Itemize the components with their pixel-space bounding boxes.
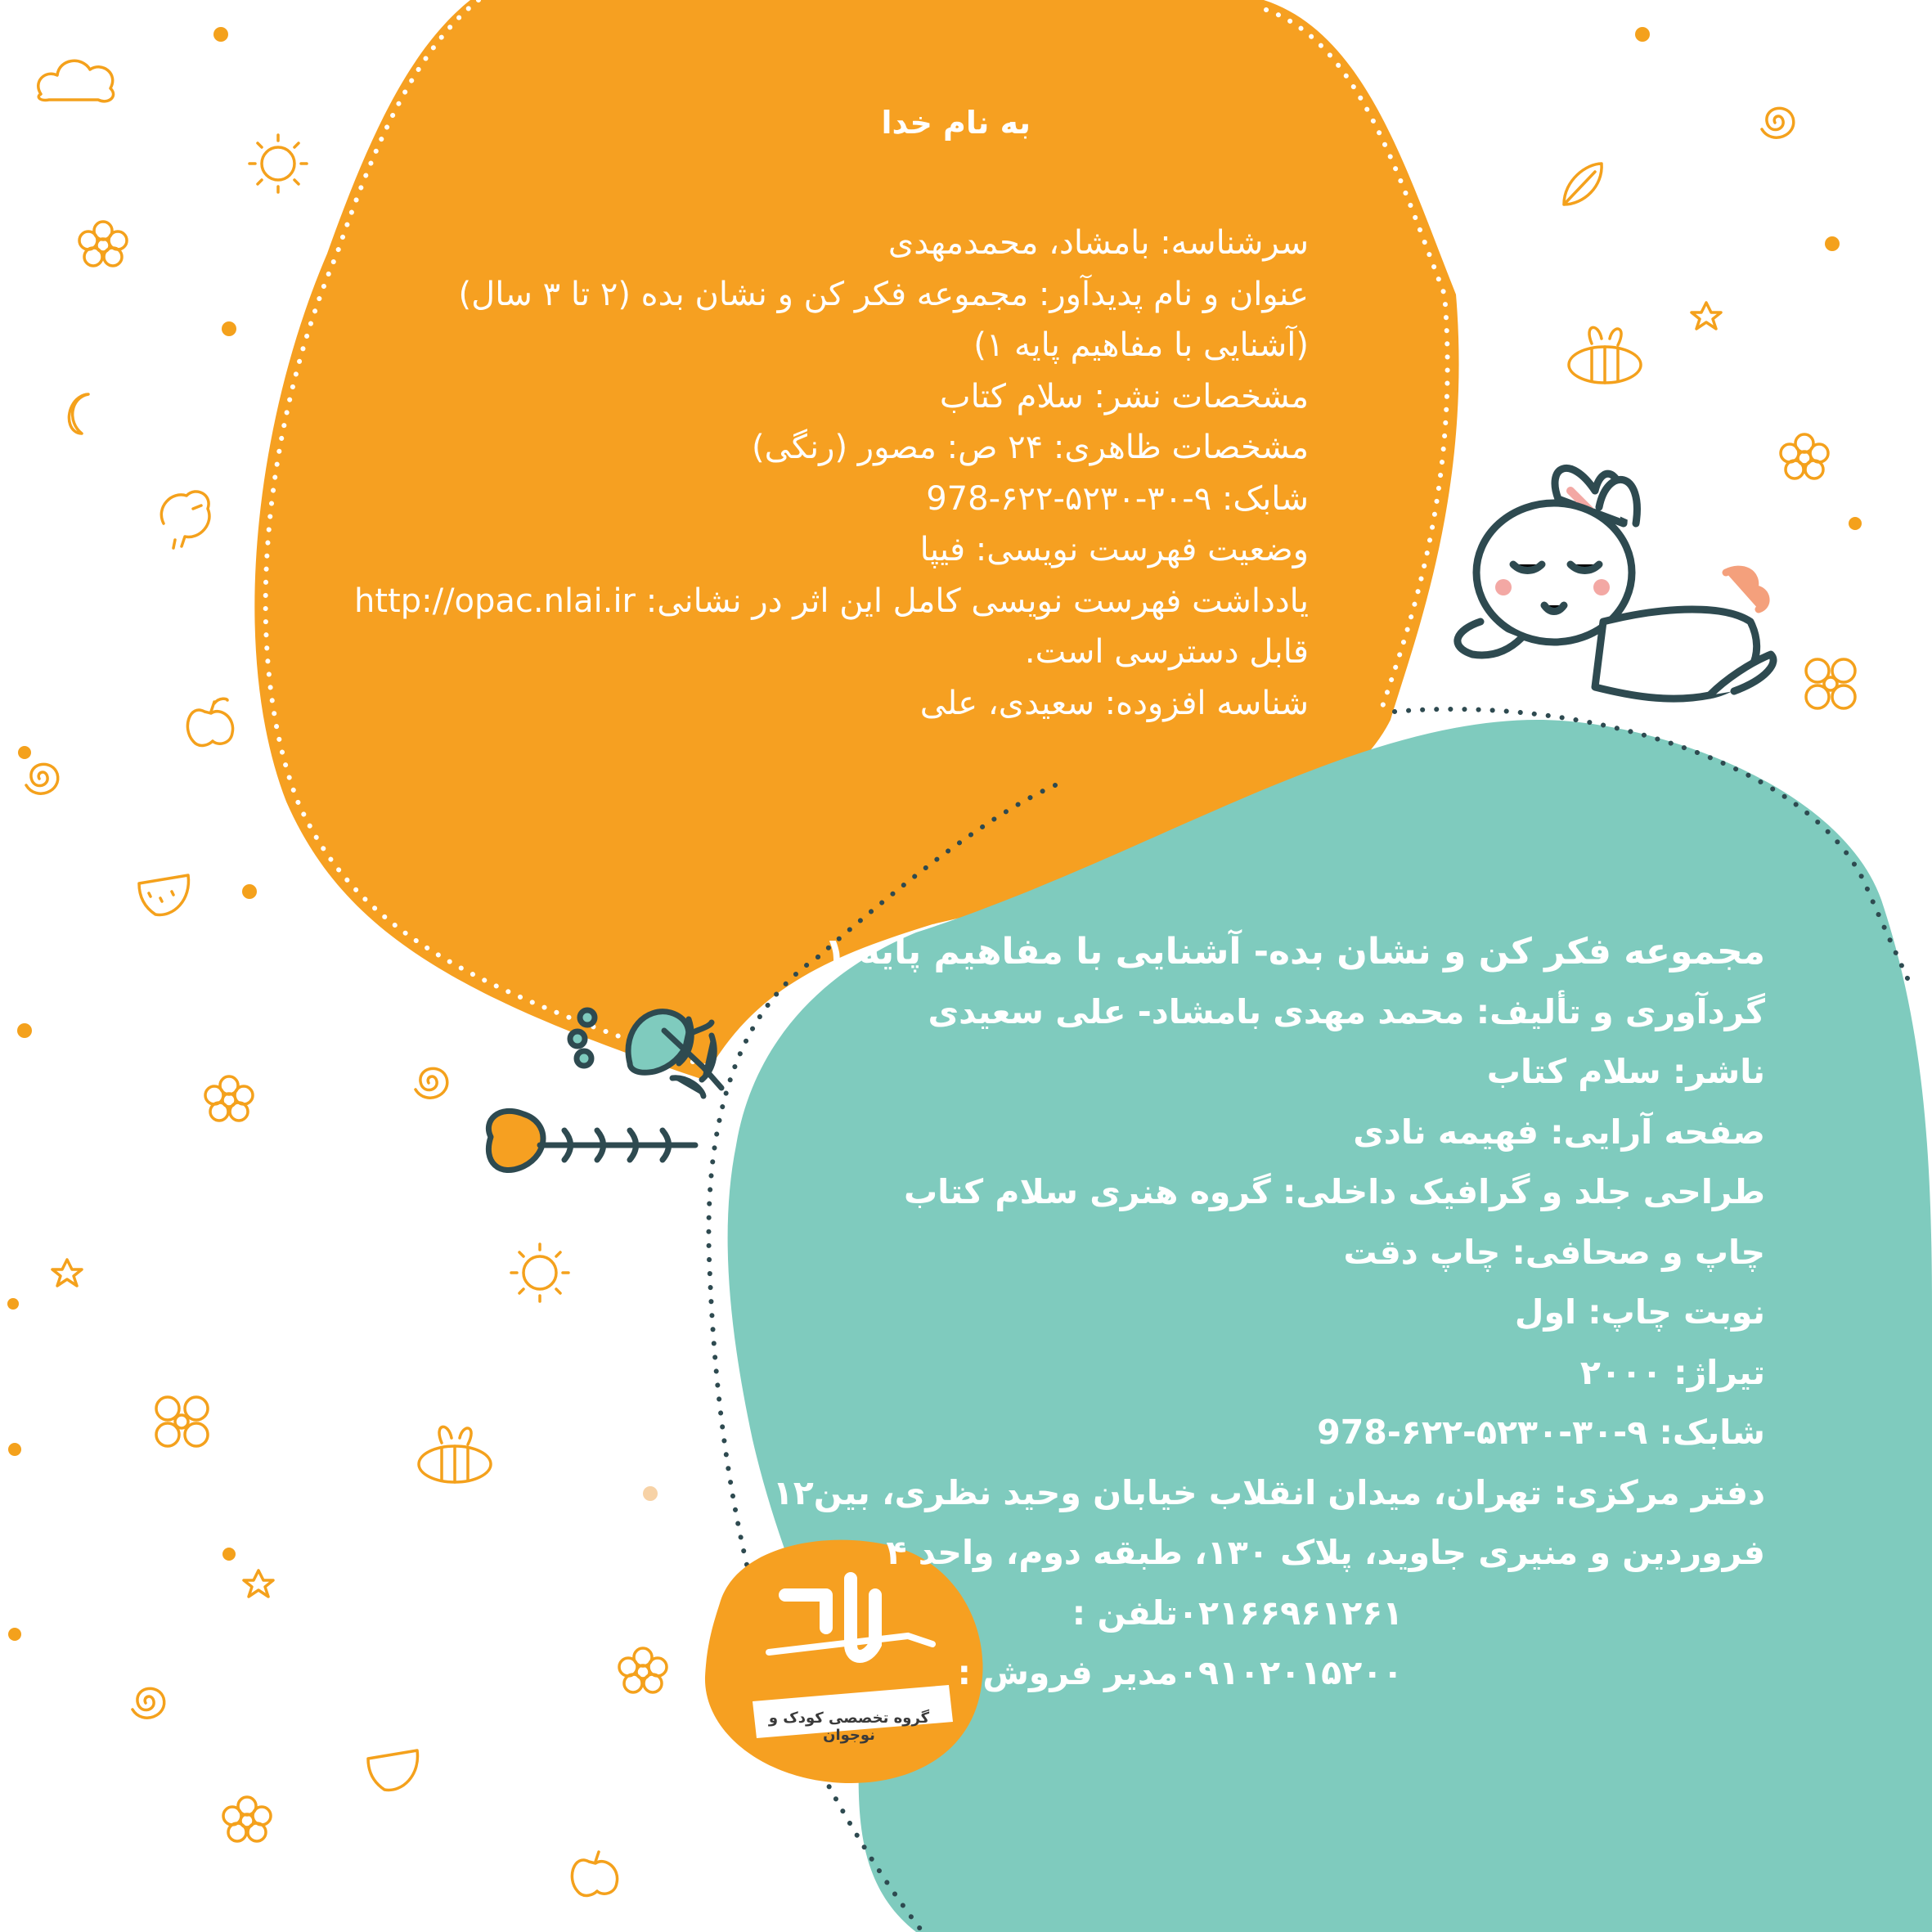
chick-icon: [161, 492, 209, 548]
cip-line-main-entry: سرشناسه: بامشاد، محمدمهدی: [887, 224, 1309, 262]
spiral-icon-4: [1762, 108, 1794, 137]
publication-printing: چاپ و صحافی: چاپ دقت: [1343, 1232, 1765, 1272]
bee-icon: [419, 1427, 491, 1482]
apple-icon-2: [572, 1852, 617, 1895]
publication-address: دفتر مرکزی: تهران، میدان انقلاب خیابان وحید نظری، بین۱۲: [772, 1472, 1765, 1512]
publication-title: مجموعه فکر کن و نشان بده- آشنایی با مفاهیم پایه ۱: [824, 931, 1765, 973]
spiral-icon: [26, 764, 58, 793]
sales-row: [834, 1643, 1765, 1704]
watermelon-icon: [139, 875, 188, 914]
cip-heading: به نام خدا: [881, 105, 1031, 141]
publication-publisher: ناشر: سلام کتاب: [1486, 1052, 1765, 1091]
publication-authors: گردآوری و تألیف: محمد مهدی بامشاد- علی سعیدی: [928, 991, 1765, 1031]
moon-icon: [69, 394, 88, 434]
sun-icon-2: [511, 1244, 568, 1301]
flower-icon: [79, 222, 127, 266]
cip-line-publisher: مشخصات نشر: سلام کتاب: [939, 377, 1309, 416]
cip-line-title: عنوان و نام پدیدآور: مجموعه فکر کن و نشان بده (۲ تا ۳ سال): [458, 275, 1309, 313]
cip-line-physical: مشخصات ظاهری: ۲۴ ص: مصور (رنگی): [751, 429, 1309, 466]
sun-icon: [249, 135, 307, 192]
cip-note-prefix: یادداشت فهرست نویسی کامل این اثر در نشانی:: [645, 582, 1309, 620]
sales-label: مدیر فروش :: [957, 1653, 1178, 1692]
publication-layout: صفحه آرایی: فهیمه نادی: [1353, 1112, 1765, 1152]
watermelon-icon-2: [368, 1750, 417, 1790]
cloud-icon: [38, 61, 114, 101]
cip-line-added-entry: شناسه افزوده: سعیدی، علی: [919, 684, 1309, 722]
phone-value[interactable]: ۰۲۱۶۶۹۶۱۲۶۱: [1178, 1593, 1404, 1633]
publication-design: طراحی جلد و گرافیک داخلی: گروه هنری سلام کتاب: [903, 1172, 1765, 1211]
star-icon-3: [1692, 303, 1721, 329]
apple-icon: [187, 699, 232, 745]
publication-info: [772, 922, 1765, 1704]
cip-note-url[interactable]: http://opac.nlai.ir: [354, 582, 636, 620]
cip-line-note-suffix: قابل دسترسی است.: [1024, 633, 1309, 671]
cip-line-note: [319, 576, 1309, 627]
flower-icon-3: [619, 1648, 667, 1692]
phone-row: [834, 1584, 1765, 1644]
butterfly-flower-icon: [156, 1397, 208, 1446]
bee-icon-2: [1569, 327, 1641, 383]
flower-icon-4: [223, 1797, 271, 1841]
butterfly-flower-icon-2: [1806, 659, 1855, 708]
sales-value[interactable]: ۰۹۱۰۲۰۱۵۲۰۰: [1178, 1653, 1404, 1692]
flower-icon-5: [1781, 434, 1828, 479]
cip-line-isbn: شابک: ۹-۳۰-۵۲۳۰-۶۲۲-978: [926, 479, 1309, 518]
flower-icon-2: [205, 1076, 253, 1121]
spiral-icon-2: [416, 1068, 447, 1098]
publication-print-run: تیراژ: ۲۰۰۰: [1579, 1352, 1765, 1392]
publication-address-cont: فروردین و منیری جاوید، پلاک ۱۳۰، طبقه دوم، واحد ۴: [886, 1533, 1765, 1572]
publication-edition: نوبت چاپ: اول: [1514, 1292, 1765, 1332]
cip-record: [319, 218, 1309, 729]
star-icon: [52, 1260, 82, 1286]
leaf-icon: [1564, 164, 1602, 204]
spiral-icon-3: [133, 1688, 164, 1718]
publication-isbn: شابک: ۹-۳۰-۵۲۳۰-۶۲۲-978: [1317, 1413, 1765, 1452]
cip-line-status: وضعیت فهرست نویسی: فیپا: [919, 531, 1309, 568]
logo-caption: گروه تخصصی کودک و نوجوان: [768, 1710, 930, 1744]
bunny-icon: [1458, 468, 1773, 699]
star-icon-2: [244, 1570, 273, 1597]
phone-label: تلفن :: [1072, 1593, 1178, 1633]
cip-line-title-cont: (آشنایی با مفاهیم پایه ۱): [973, 326, 1309, 364]
